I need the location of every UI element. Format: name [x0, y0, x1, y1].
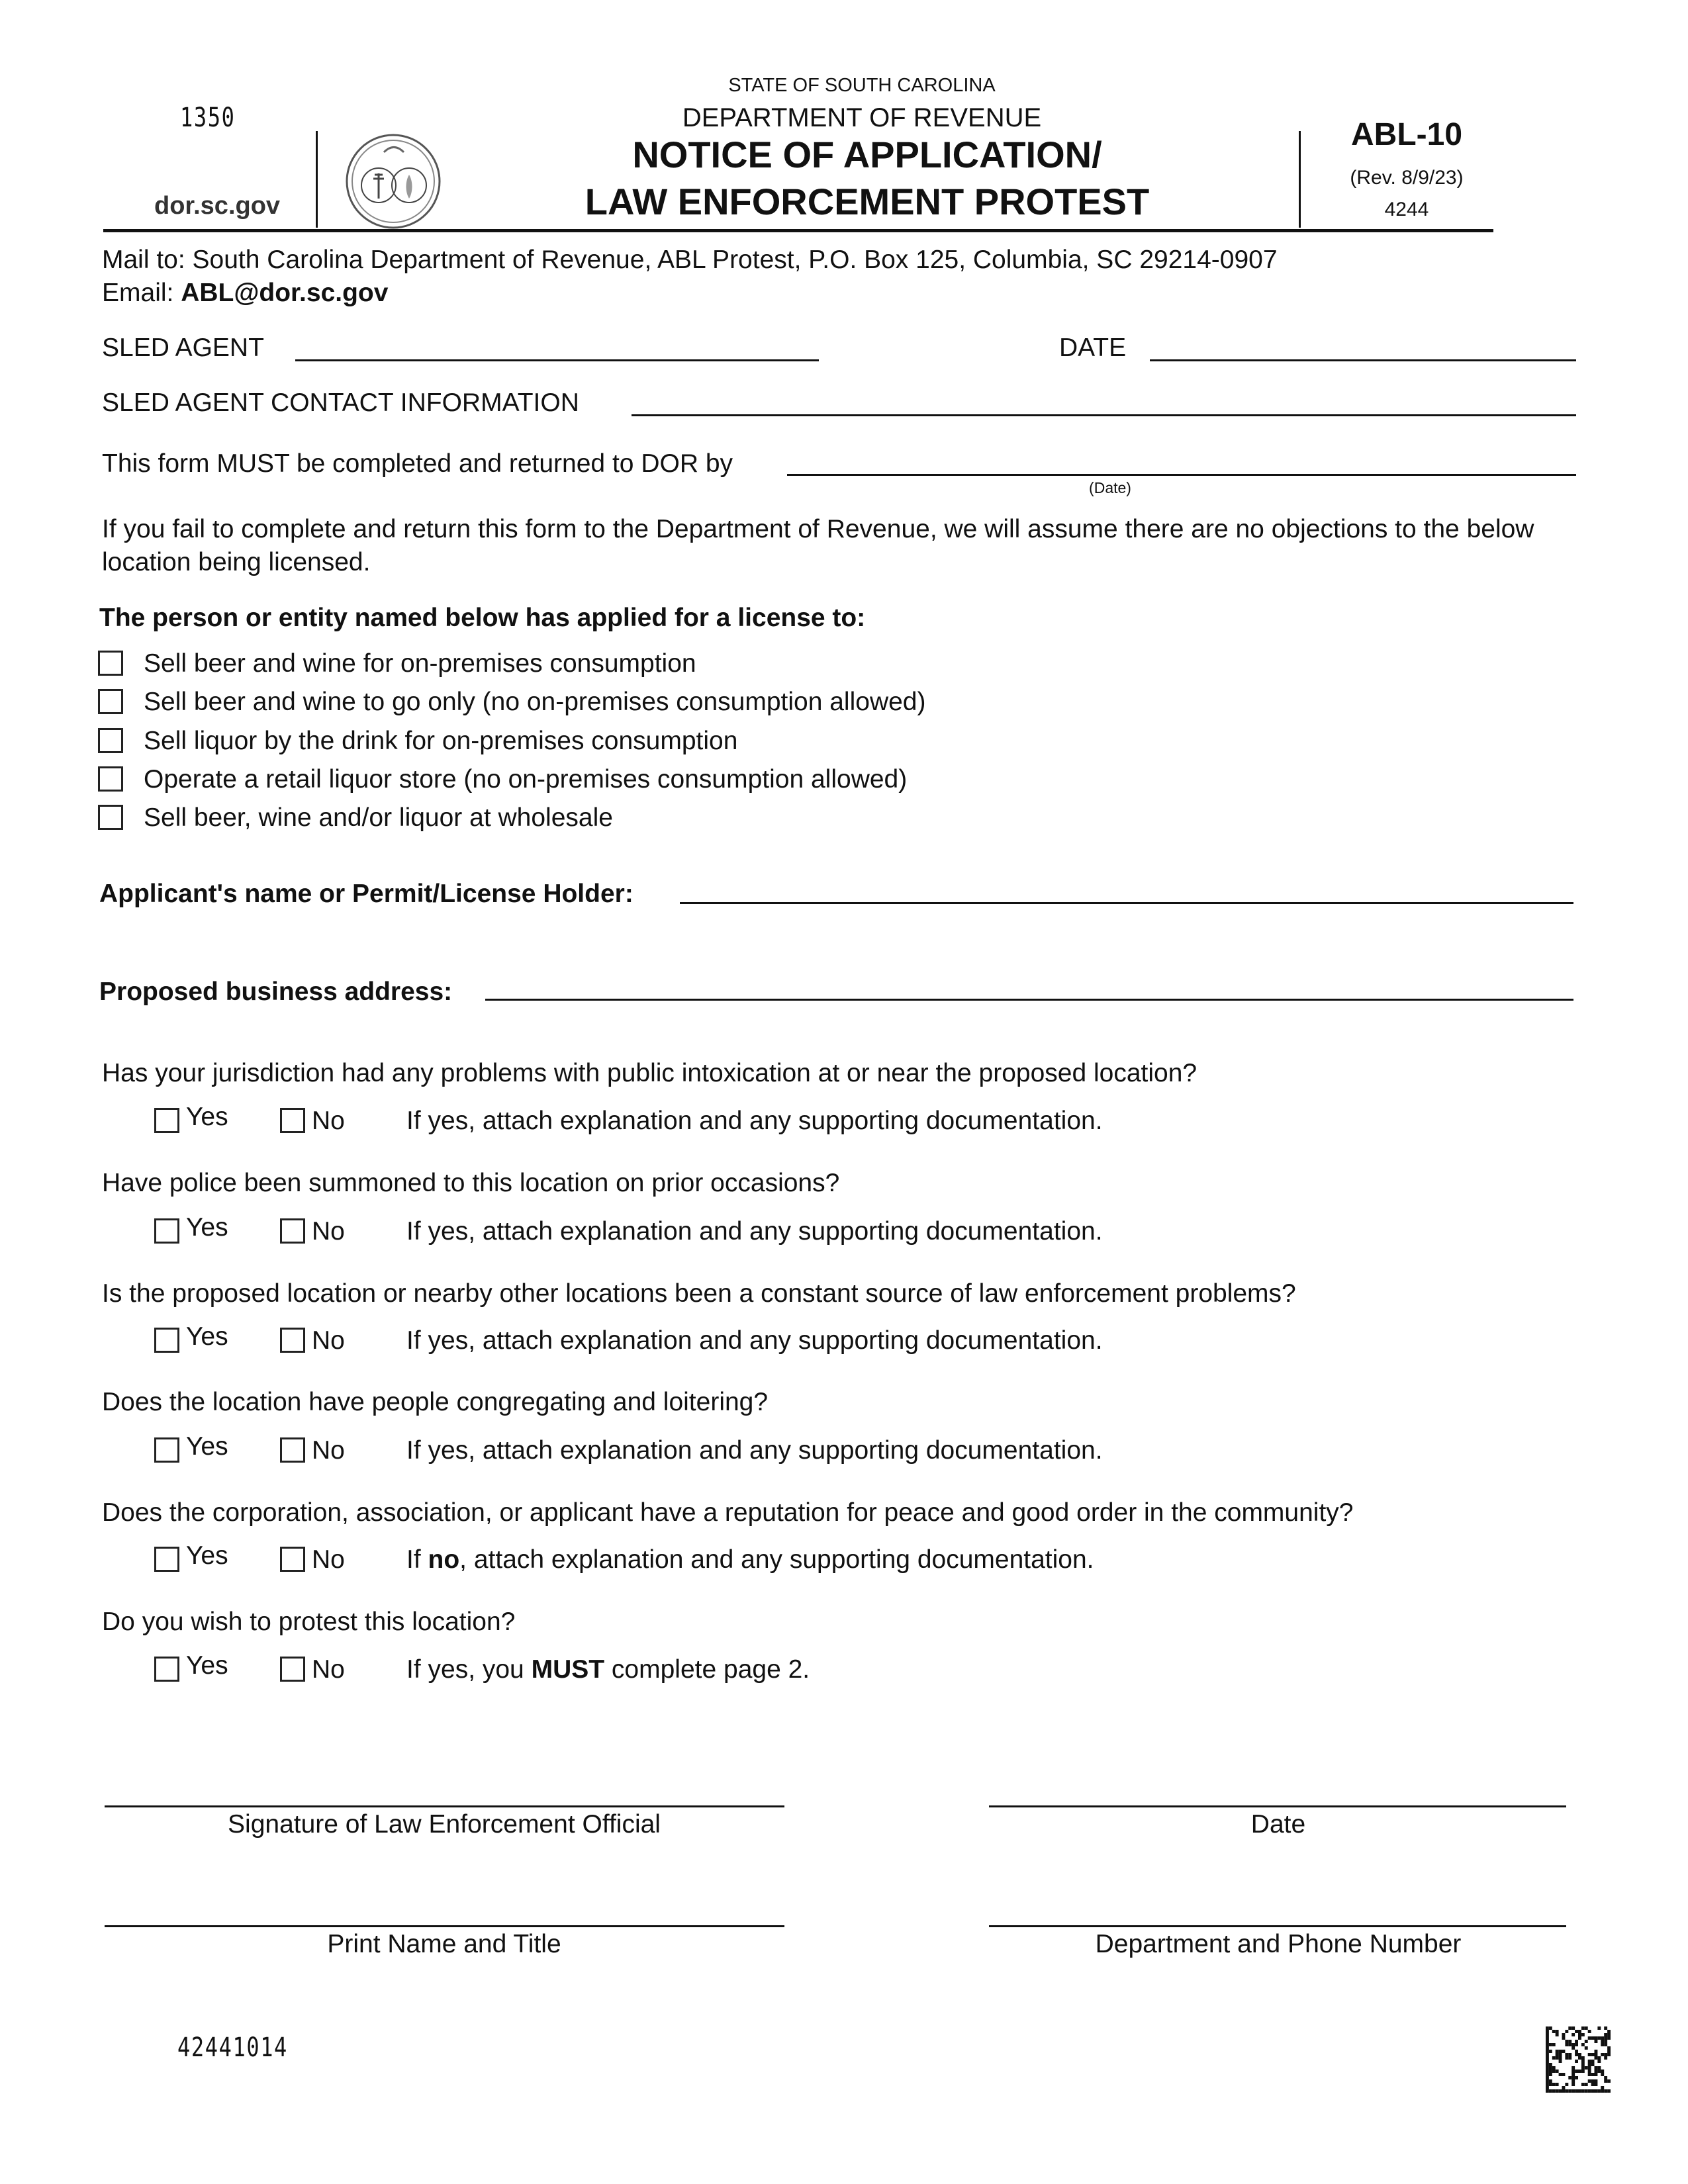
no-checkbox[interactable]: [280, 1437, 305, 1463]
instruction-text: , attach explanation and any supporting documentation.: [459, 1545, 1094, 1574]
instruction-text: If: [406, 1545, 428, 1574]
yes-checkbox[interactable]: [154, 1547, 179, 1572]
return-by-label: This form MUST be completed and returned to DOR by: [102, 449, 733, 478]
license-heading: The person or entity named below has applied for a license to:: [99, 604, 866, 632]
mail-to-address: Mail to: South Carolina Department of Revenue, ABL Protest, P.O. Box 125, Columbia, SC 29214-0907: [102, 246, 1278, 274]
applicant-field[interactable]: [680, 902, 1573, 904]
instruction-text: If yes, you: [406, 1655, 532, 1684]
question-text: Does the corporation, association, or applicant have a reputation for peace and good order in the community?: [102, 1498, 1354, 1527]
footer-code: 42441014: [177, 2032, 288, 2063]
header-rule: [103, 229, 1493, 232]
license-option: Sell liquor by the drink for on-premises consumption: [144, 727, 738, 755]
no-checkbox[interactable]: [280, 1218, 305, 1244]
state-heading: STATE OF SOUTH CAROLINA: [728, 75, 996, 96]
question-instruction: [406, 1328, 1103, 1353]
print-name-field[interactable]: [105, 1925, 784, 1927]
instruction-text: If yes, attach explanation and any supporting documentation.: [406, 1217, 1103, 1246]
instruction-text: If yes, attach explanation and any supporting documentation.: [406, 1107, 1103, 1135]
no-checkbox[interactable]: [280, 1657, 305, 1682]
no-checkbox[interactable]: [280, 1547, 305, 1572]
license-option: Sell beer and wine for on-premises consumption: [144, 649, 696, 678]
yes-label: Yes: [186, 1432, 228, 1461]
license-option: Sell beer and wine to go only (no on-premises consumption allowed): [144, 688, 926, 716]
no-label: No: [312, 1326, 345, 1355]
instruction-emphasis: MUST: [531, 1655, 605, 1684]
yes-checkbox[interactable]: [154, 1218, 179, 1244]
question-text: Do you wish to protest this location?: [102, 1608, 516, 1636]
no-label: No: [312, 1217, 345, 1246]
email-link[interactable]: ABL@dor.sc.gov: [181, 279, 389, 307]
form-title-line2: LAW ENFORCEMENT PROTEST: [585, 181, 1150, 222]
yes-label: Yes: [186, 1541, 228, 1570]
no-checkbox[interactable]: [280, 1328, 305, 1353]
question-instruction: [406, 1218, 1103, 1244]
date-field[interactable]: [1150, 359, 1576, 361]
state-seal-icon: [344, 132, 442, 230]
license-checkbox[interactable]: [98, 651, 123, 676]
no-label: No: [312, 1655, 345, 1684]
date-label: DATE: [1059, 334, 1127, 362]
email-label: Email:: [102, 279, 181, 307]
address-label: Proposed business address:: [99, 978, 453, 1006]
license-checkbox[interactable]: [98, 805, 123, 830]
yes-checkbox[interactable]: [154, 1108, 179, 1133]
signature-date-label: Date: [1250, 1810, 1306, 1839]
yes-checkbox[interactable]: [154, 1328, 179, 1353]
notice-text: If you fail to complete and return this form to the Department of Revenue, we will assume there are no objections to the below location being licensed.: [102, 515, 1534, 576]
signature-date-field[interactable]: [989, 1805, 1566, 1807]
signature-field[interactable]: [105, 1805, 784, 1807]
question-instruction: [406, 1547, 1094, 1572]
no-checkbox[interactable]: [280, 1108, 305, 1133]
instruction-text: If yes, attach explanation and any supporting documentation.: [406, 1436, 1103, 1465]
question-instruction: [406, 1657, 810, 1682]
license-checkbox[interactable]: [98, 689, 123, 714]
return-by-date-field[interactable]: [787, 474, 1576, 476]
department-heading: DEPARTMENT OF REVENUE: [682, 103, 1042, 132]
yes-label: Yes: [186, 1213, 228, 1242]
yes-label: Yes: [186, 1651, 228, 1680]
no-label: No: [312, 1436, 345, 1465]
question-text: Has your jurisdiction had any problems with public intoxication at or near the proposed location?: [102, 1059, 1197, 1087]
license-checkbox[interactable]: [98, 766, 123, 792]
yes-label: Yes: [186, 1322, 228, 1351]
address-field[interactable]: [485, 999, 1573, 1001]
question-instruction: [406, 1108, 1103, 1134]
email-line: [102, 280, 388, 306]
print-name-label: Print Name and Title: [327, 1930, 561, 1958]
question-text: Is the proposed location or nearby other locations been a constant source of law enforcement problems?: [102, 1279, 1296, 1308]
question-text: Have police been summoned to this location on prior occasions?: [102, 1169, 840, 1197]
signature-label: Signature of Law Enforcement Official: [228, 1810, 661, 1839]
divider: [316, 131, 318, 228]
no-label: No: [312, 1107, 345, 1135]
license-option: Sell beer, wine and/or liquor at wholesale: [144, 803, 613, 832]
date-hint: (Date): [1089, 479, 1131, 496]
form-title-line1: NOTICE OF APPLICATION/: [632, 134, 1102, 175]
instruction-emphasis: no: [428, 1545, 460, 1574]
yes-checkbox[interactable]: [154, 1437, 179, 1463]
contact-field[interactable]: [632, 414, 1576, 416]
question-instruction: [406, 1437, 1103, 1463]
license-option: Operate a retail liquor store (no on-premises consumption allowed): [144, 765, 908, 794]
barcode-icon: [1546, 2026, 1611, 2093]
department-phone-field[interactable]: [989, 1925, 1566, 1927]
question-text: Does the location have people congregating and loitering?: [102, 1388, 769, 1416]
contact-label: SLED AGENT CONTACT INFORMATION: [102, 388, 579, 417]
instruction-text: If yes, attach explanation and any supporting documentation.: [406, 1326, 1103, 1355]
no-label: No: [312, 1545, 345, 1574]
form-id: 4244: [1384, 199, 1429, 220]
yes-label: Yes: [186, 1103, 228, 1131]
website: dor.sc.gov: [154, 192, 281, 220]
sled-agent-label: SLED AGENT: [102, 334, 264, 362]
instruction-text: complete page 2.: [604, 1655, 810, 1684]
sled-agent-field[interactable]: [295, 359, 819, 361]
department-phone-label: Department and Phone Number: [1095, 1930, 1462, 1958]
applicant-label: Applicant's name or Permit/License Holder:: [99, 880, 633, 908]
divider: [1299, 131, 1301, 228]
form-code: 1350: [180, 103, 236, 133]
license-checkbox[interactable]: [98, 728, 123, 753]
form-number: ABL-10: [1350, 117, 1463, 152]
revision-date: (Rev. 8/9/23): [1350, 167, 1464, 189]
yes-checkbox[interactable]: [154, 1657, 179, 1682]
